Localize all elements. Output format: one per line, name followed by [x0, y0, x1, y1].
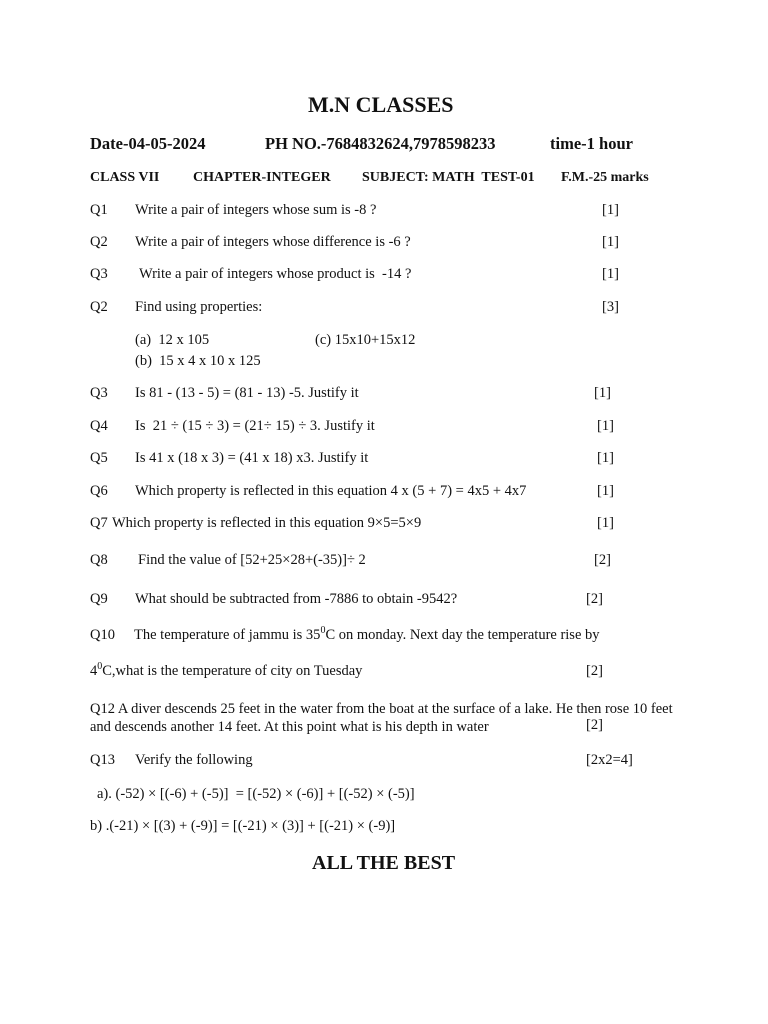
phone-number: PH NO.-7684832624,7978598233: [265, 134, 496, 153]
question-text: Verify the following: [135, 752, 253, 768]
question-number: Q2: [90, 234, 108, 250]
question-text: What should be subtracted from -7886 to obtain -9542?: [135, 591, 458, 607]
question-number: Q4: [90, 418, 108, 434]
page-title: M.N CLASSES: [308, 92, 454, 117]
test-duration: time-1 hour: [550, 134, 633, 153]
question-text: Find using properties:: [135, 299, 263, 315]
question-text: Which property is reflected in this equation 9×5=5×9: [112, 515, 422, 531]
question-number: Q1: [90, 202, 108, 218]
question-text: Write a pair of integers whose product is -14 ?: [139, 266, 412, 282]
class-label: CLASS VII: [90, 170, 160, 185]
question-marks: [1]: [597, 418, 614, 434]
question-number: Q7: [90, 515, 108, 531]
question-marks: [2]: [586, 591, 603, 607]
question-marks: [1]: [597, 515, 614, 531]
closing-message: ALL THE BEST: [312, 852, 456, 874]
question-marks: [2x2=4]: [586, 752, 633, 768]
question-text: Is 81 - (13 - 5) = (81 - 13) -5. Justify it: [135, 385, 359, 401]
question-text-line2: [90, 661, 363, 679]
question-marks: [2]: [594, 552, 611, 568]
degree-superscript: 0: [97, 661, 103, 672]
question-marks: [1]: [602, 202, 619, 218]
question-marks: [1]: [594, 385, 611, 401]
question-number: Q5: [90, 450, 108, 466]
subject-label: SUBJECT: MATH TEST-01: [362, 170, 535, 185]
full-marks-label: F.M.-25 marks: [561, 170, 649, 185]
question-text: Is 21 ÷ (15 ÷ 3) = (21÷ 15) ÷ 3. Justify it: [135, 418, 375, 434]
question-number: Q13: [90, 752, 115, 768]
question-text: A diver descends 25 feet in the water from the boat at the surface of a lake. He then rose 10 feet and descends another 14 feet. At this point what is his depth in water: [90, 701, 673, 735]
question-marks: [1]: [597, 450, 614, 466]
sub-part-a: (a) 12 x 105: [135, 332, 210, 348]
question-text-part: C,what is the temperature of city on Tuesday: [102, 663, 363, 679]
sub-part-b: (b) 15 x 4 x 10 x 125: [135, 353, 261, 369]
question-marks: [1]: [602, 234, 619, 250]
question-number: Q2: [90, 299, 108, 315]
degree-superscript: 0: [320, 625, 326, 636]
question-text-part: 4: [90, 663, 98, 679]
question-marks: [2]: [586, 717, 603, 733]
sub-part-b: b) .(-21) × [(3) + (-9)] = [(-21) × (3)] + [(-21) × (-9)]: [90, 818, 396, 834]
question-text: Which property is reflected in this equation 4 x (5 + 7) = 4x5 + 4x7: [135, 483, 527, 499]
question-text-part: The temperature of jammu is 35: [134, 627, 321, 643]
question-number: Q12: [90, 701, 115, 717]
question-number: Q6: [90, 483, 108, 499]
question-number: Q10: [90, 627, 115, 643]
question-text-part: C on monday. Next day the temperature rise by: [325, 627, 600, 643]
question-number: Q3: [90, 385, 108, 401]
question-marks: [1]: [602, 266, 619, 282]
sub-part-c: (c) 15x10+15x12: [315, 332, 416, 348]
question-marks: [2]: [586, 663, 603, 679]
question-number: Q3: [90, 266, 108, 282]
test-date: Date-04-05-2024: [90, 134, 206, 153]
question-text: Find the value of [52+25×28+(-35)]÷ 2: [138, 552, 366, 568]
question-text: Write a pair of integers whose sum is -8 ?: [135, 202, 377, 218]
question-text: Is 41 x (18 x 3) = (41 x 18) x3. Justify it: [135, 450, 369, 466]
question-text: [134, 625, 600, 643]
question-number: Q9: [90, 591, 108, 607]
question-marks: [3]: [602, 299, 619, 315]
question-number: Q8: [90, 552, 108, 568]
question-marks: [1]: [597, 483, 614, 499]
sub-part-a: a). (-52) × [(-6) + (-5)] = [(-52) × (-6)] + [(-52) × (-5)]: [97, 786, 415, 802]
chapter-label: CHAPTER-INTEGER: [193, 170, 331, 185]
question-text: Write a pair of integers whose difference is -6 ?: [135, 234, 411, 250]
